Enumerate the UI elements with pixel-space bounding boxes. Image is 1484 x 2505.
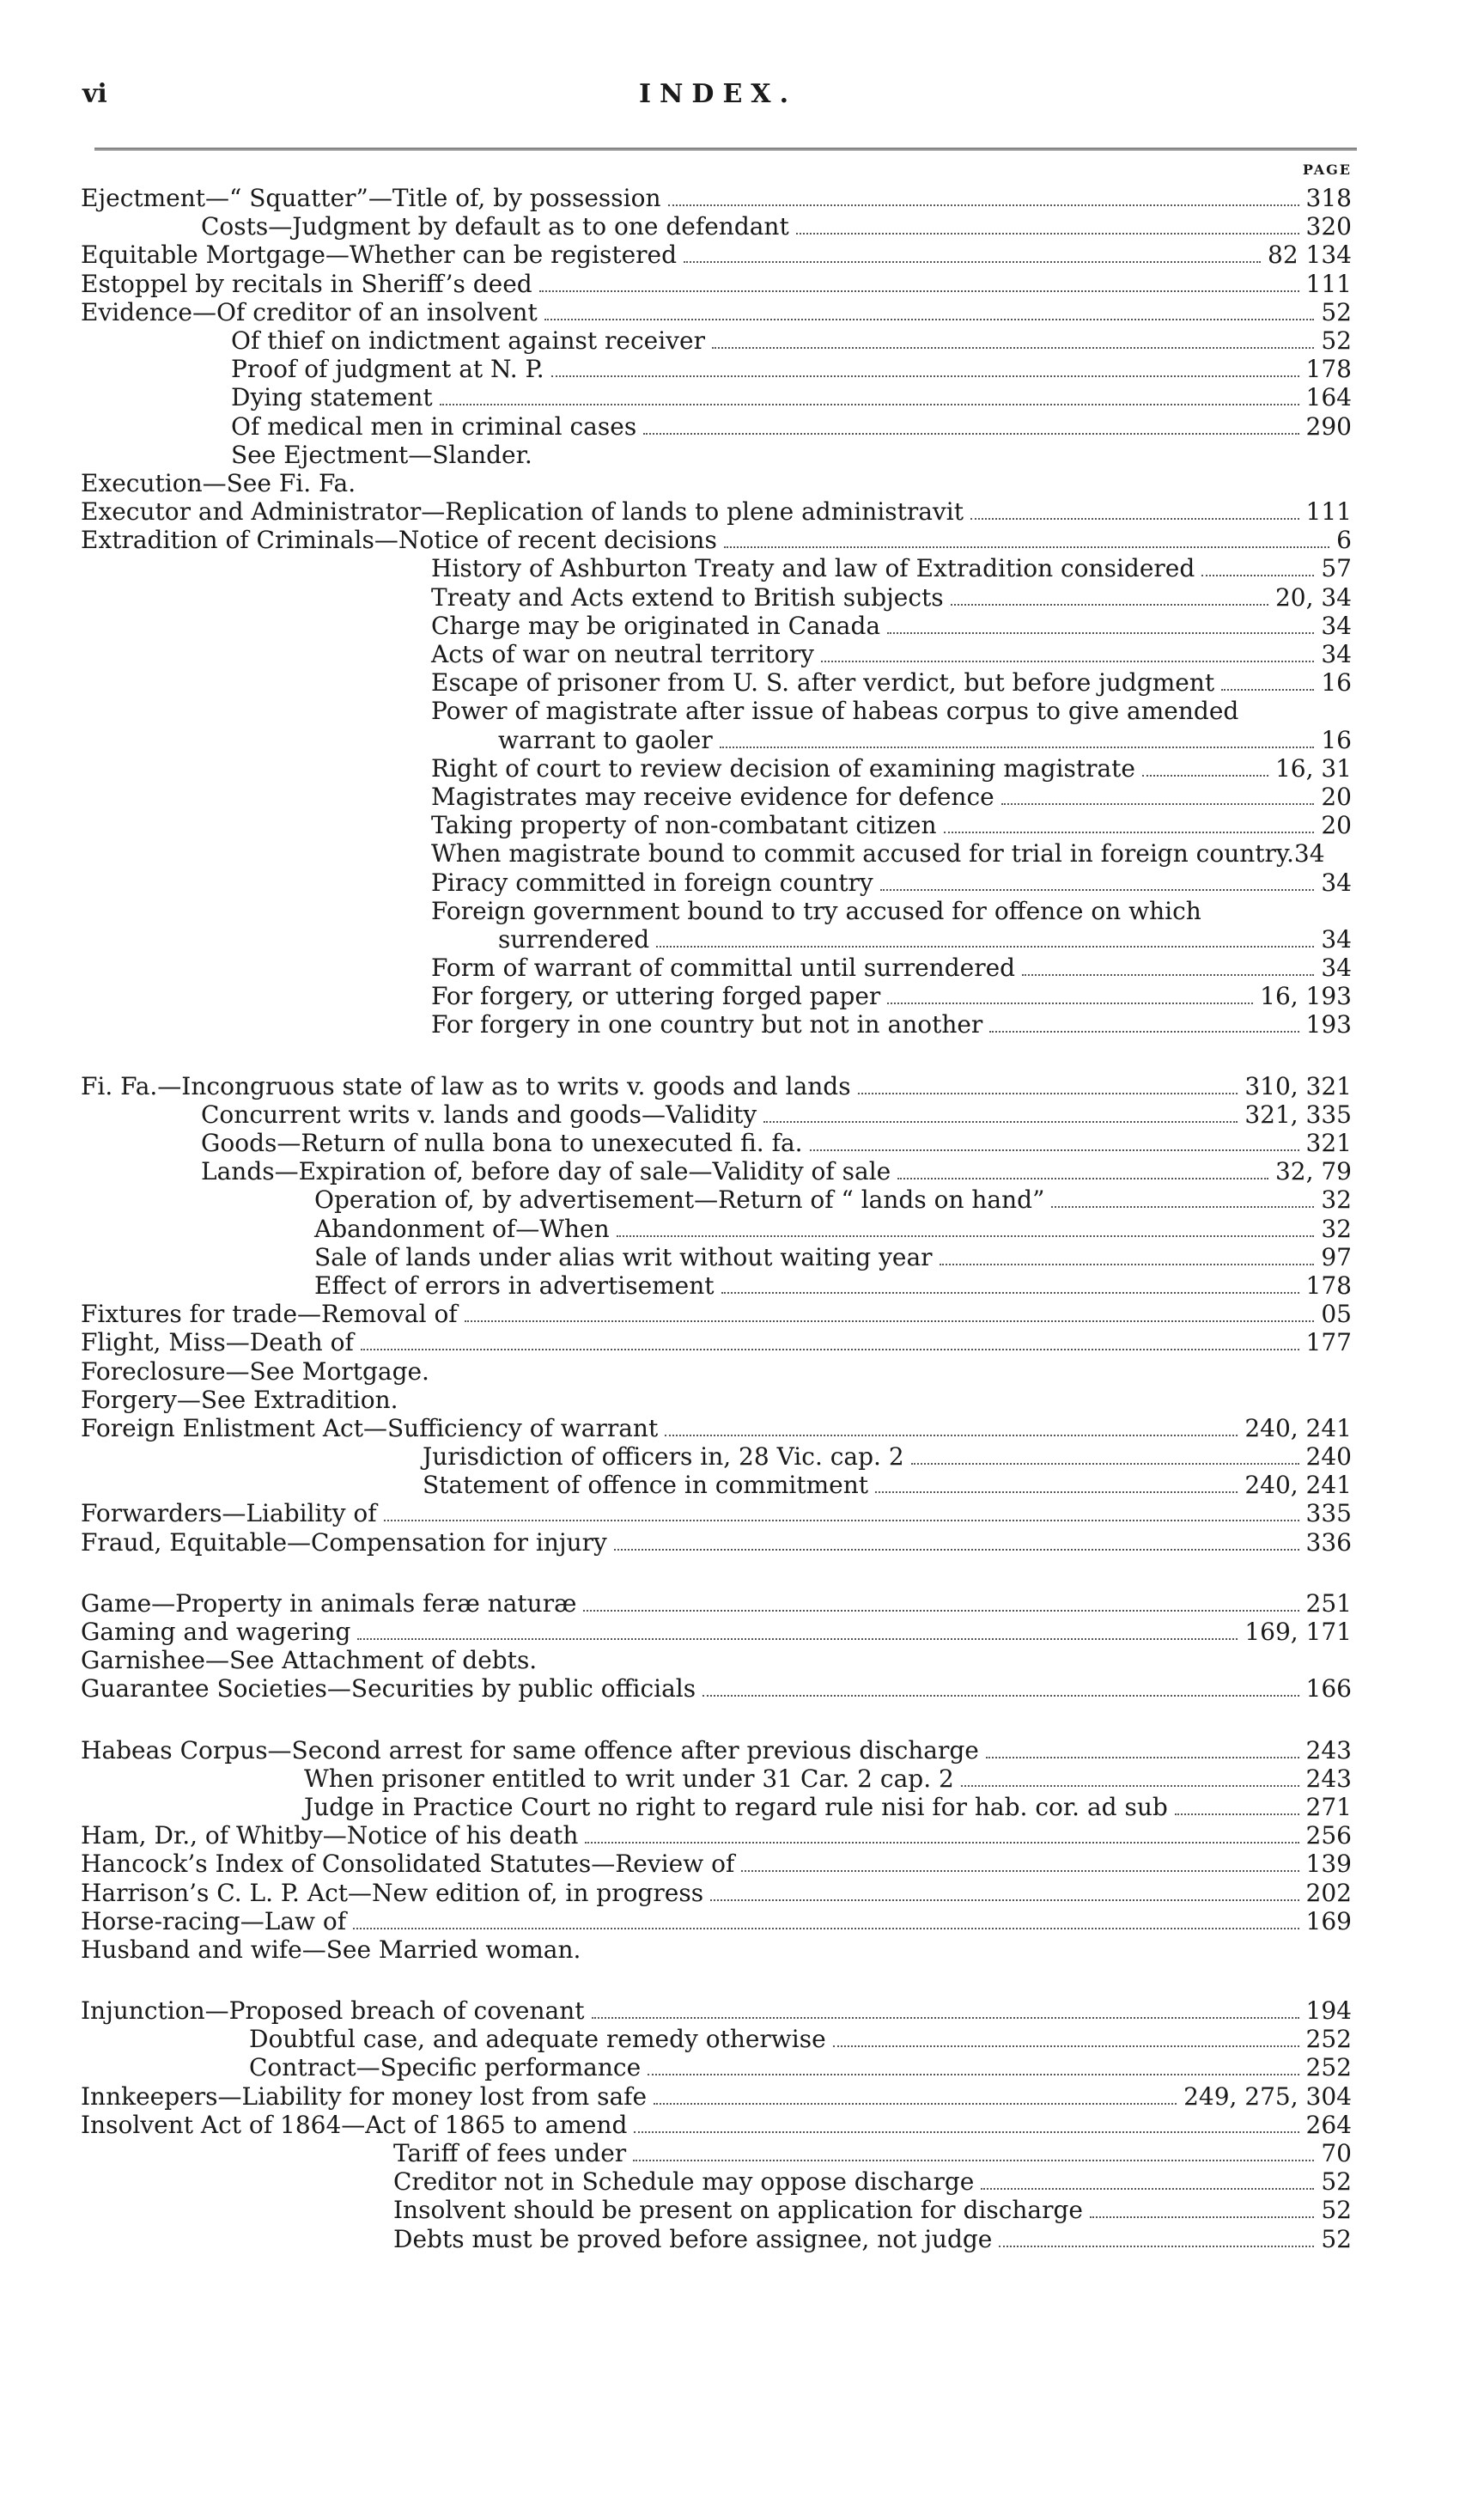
entry-page: 166 [1305,1674,1352,1704]
entry-page: 70 [1321,2139,1352,2167]
index-entry [81,2139,1352,2167]
entry-text: Judge in Practice Court no right to regard rule nisi for hab. cor. ad sub [304,1792,1168,1821]
entry-text: Lands—Expiration of, before day of sale—Validity of sale [201,1157,891,1186]
dot-leader [880,889,1315,891]
dot-leader [712,347,1314,349]
dot-leader [648,2074,1298,2075]
entry-page: 193 [1305,1010,1352,1039]
entry-page: 249, 275, 304 [1183,2081,1352,2111]
entry-text: Extradition of Criminals—Notice of recent decisions [81,526,717,555]
entry-page: 271 [1305,1792,1352,1821]
entry-page: 321, 335 [1244,1100,1352,1129]
entry-text: Innkeepers—Liability for money lost from safe [81,2081,648,2111]
entry-page: 20 [1321,811,1352,840]
index-entry [81,640,1352,668]
index-entry [81,925,1352,954]
entry-page: 52 [1321,326,1352,355]
entry-text: Foreign government bound to try accused for offence on which [431,896,1201,925]
index-entry [81,1907,1352,1935]
entry-text: Of medical men in criminal cases [231,411,637,441]
entry-text: Taking property of non-combatant citizen [431,811,937,840]
dot-leader [634,2131,1298,2133]
dot-leader [796,233,1299,235]
entry-page: 178 [1305,1271,1352,1300]
entry-text: warrant to gaoler [498,725,713,754]
entry-page: 16, 31 [1274,753,1352,783]
index-entry [81,2167,1352,2196]
index-entry [81,1646,1352,1674]
index-entry [81,839,1352,868]
entry-page: 32, 79 [1274,1157,1352,1186]
entry-page: 32 [1321,1214,1352,1243]
entry-text: Of thief on indictment against receiver [231,326,705,355]
index-entry [81,241,1352,269]
index-entry [81,726,1352,754]
entry-text: Abandonment of—When [314,1214,610,1243]
index-entry [81,1442,1352,1471]
dot-leader [1051,1206,1314,1208]
index-entry [81,668,1352,697]
entry-text: Garnishee—See Attachment of debts. [81,1646,538,1675]
entry-text: Habeas Corpus—Second arrest for same offence after previous discharge [81,1735,979,1764]
index-entry [81,1157,1352,1185]
index-entry [81,1528,1352,1557]
entry-page: 264 [1305,2110,1352,2139]
index-entry [81,783,1352,811]
entry-page: 240 [1305,1442,1352,1472]
index-entry [81,298,1352,326]
index-entry [81,697,1352,725]
index-entry [81,1589,1352,1618]
dot-leader [592,2017,1299,2019]
entry-page: 20 [1321,782,1352,811]
entry-page: 05 [1321,1300,1352,1329]
index-entry [81,2082,1352,2111]
entry-page: 6 [1336,526,1352,555]
entry-page: 16, 193 [1260,982,1352,1011]
entry-text: Doubtful case, and adequate remedy otherwise [249,2025,826,2054]
entry-text: History of Ashburton Treaty and law of Extradition considered [431,554,1195,583]
entry-page: 16 [1321,725,1352,754]
dot-leader [1090,2216,1314,2218]
dot-leader [940,1264,1315,1265]
entry-text: Creditor not in Schedule may oppose discharge [393,2167,975,2197]
entry-text: Statement of offence in commitment [423,1471,869,1500]
dot-leader [951,604,1268,606]
index-entry [81,1935,1352,1964]
dot-leader [944,832,1315,833]
dot-leader [720,747,1315,748]
entry-text: Foreclosure—See Mortgage. [81,1356,429,1386]
entry-page: 336 [1305,1527,1352,1557]
entry-text: Horse-racing—Law of [81,1906,347,1935]
index-entry [81,1129,1352,1157]
entry-page: 321 [1305,1129,1352,1157]
index-entry [81,1243,1352,1271]
index-entry [81,1010,1352,1039]
index-entry [81,212,1352,241]
index-entry [81,1879,1352,1907]
index-entry [81,1215,1352,1243]
dot-leader [833,2045,1299,2047]
index-entry [81,754,1352,783]
index-entry [81,1386,1352,1414]
index-entry [81,2225,1352,2253]
entry-text: Goods—Return of nulla bona to unexecuted fi. fa. [201,1129,803,1157]
entry-page: 310, 321 [1244,1071,1352,1100]
entry-text: Treaty and Acts extend to British subjects [431,582,944,612]
section-gap [81,1704,1352,1736]
entry-text: Execution—See Fi. Fa. [81,468,356,497]
entry-text: For forgery, or uttering forged paper [431,982,881,1011]
entry-text: Jurisdiction of officers in, 28 Vic. cap. 2 [423,1442,904,1472]
entry-page: 34 [1321,954,1352,983]
dot-leader [544,319,1315,320]
entry-page: 52 [1321,2196,1352,2225]
entry-text: Piracy committed in foreign country [431,868,873,897]
index-entry [81,811,1352,839]
dot-leader [539,290,1299,292]
dot-leader [989,1031,1298,1033]
entry-text: Costs—Judgment by default as to one defendant [201,212,789,241]
entry-page: 251 [1305,1588,1352,1618]
entry-text: Tariff of fees under [393,2139,627,2167]
index-entry [81,326,1352,355]
entry-page: 202 [1305,1878,1352,1907]
index-entry [81,1328,1352,1356]
entry-page: 97 [1321,1242,1352,1271]
entry-text: Ham, Dr., of Whitby—Notice of his death [81,1821,579,1850]
index-entry [81,1821,1352,1850]
entry-text: Forgery—See Extradition. [81,1385,398,1414]
dot-leader [633,2160,1314,2161]
index-entry [81,1271,1352,1300]
entry-page: 139 [1305,1850,1352,1879]
dot-leader [875,1491,1238,1493]
entry-text: Game—Property in animals feræ naturæ [81,1588,577,1618]
index-entry [81,982,1352,1010]
entry-page: 335 [1305,1499,1352,1528]
entry-page: 111 [1305,269,1352,298]
index-entry [81,469,1352,497]
entry-text: Debts must be proved before assignee, not judge [393,2224,993,2253]
entry-page: 52 [1321,297,1352,326]
index-entry [81,869,1352,897]
index-entry [81,954,1352,982]
dot-leader [721,1292,1299,1294]
entry-text: Dying statement [231,383,433,412]
index-entry [81,441,1352,469]
dot-leader [361,1349,1299,1350]
dot-leader [1221,689,1314,691]
entry-text: Foreign Enlistment Act—Sufficiency of warrant [81,1413,659,1442]
dot-leader [1001,803,1315,805]
dot-leader [710,1899,1298,1901]
index-entry [81,1996,1352,2025]
entry-text: When magistrate bound to commit accused for trial in foreign country. [431,839,1294,869]
dot-leader [887,1003,1253,1004]
entry-text: Acts of war on neutral territory [431,640,814,668]
entry-text: Gaming and wagering [81,1618,351,1646]
index-entry [81,1674,1352,1703]
page-header [82,79,1353,122]
entry-page: 290 [1305,411,1352,441]
dot-leader [1022,974,1314,976]
entry-page: 252 [1305,2025,1352,2054]
dot-leader [654,2103,1177,2105]
entry-text: Harrison’s C. L. P. Act—New edition of, in progress [81,1878,704,1907]
dot-leader [887,632,1314,634]
index-entry [81,1100,1352,1129]
dot-leader [970,518,1299,520]
dot-leader [1142,775,1268,777]
entry-text: Flight, Miss—Death of [81,1328,354,1357]
dot-leader [810,1149,1299,1151]
entry-page: 34 [1321,868,1352,897]
section-gap [81,1557,1352,1589]
entry-page: 169 [1305,1906,1352,1935]
index-entry [81,1793,1352,1821]
dot-leader [1175,1813,1299,1815]
entry-text: Husband and wife—See Married woman. [81,1935,581,1964]
dot-leader [999,2246,1314,2247]
dot-leader [440,404,1299,405]
entry-text: Equitable Mortgage—Whether can be registered [81,241,678,270]
dot-leader [551,375,1299,377]
dot-leader [583,1610,1298,1612]
entry-text: Power of magistrate after issue of habeas corpus to give amended [431,697,1239,726]
index-entry [81,1300,1352,1328]
entry-page: 240, 241 [1244,1471,1352,1500]
index-entry [81,1618,1352,1646]
index-entry [81,1736,1352,1764]
entry-text: Fi. Fa.—Incongruous state of law as to writs v. goods and lands [81,1071,851,1100]
section-gap [81,1039,1352,1072]
dot-leader [665,1435,1238,1436]
dot-leader [684,261,1261,263]
entry-page: 194 [1305,1996,1352,2026]
entry-text: Ejectment—“ Squatter”—Title of, by possession [81,184,661,212]
dot-leader [617,1235,1315,1237]
entry-text: Injunction—Proposed breach of covenant [81,1996,585,2026]
dot-leader [357,1638,1238,1640]
entry-page: 320 [1305,212,1352,241]
index-entry [81,270,1352,298]
entry-page: 82 134 [1268,241,1352,270]
header-rule [94,148,1357,150]
dot-leader [614,1549,1299,1551]
dot-leader [465,1320,1315,1322]
dot-leader [986,1757,1299,1758]
index-entry [81,1072,1352,1100]
entry-text: Form of warrant of committal until surrendered [431,954,1016,983]
entry-text: Guarantee Societies—Securities by public officials [81,1674,696,1704]
entry-page: 169, 171 [1244,1618,1352,1646]
entry-text: Right of court to review decision of examining magistrate [431,753,1135,783]
entry-page: 243 [1305,1735,1352,1764]
entry-page: 240, 241 [1244,1413,1352,1442]
index-entry [81,383,1352,411]
entry-text: Magistrates may receive evidence for defence [431,782,994,811]
entry-text: surrendered [498,924,650,954]
entry-page: 16 [1321,668,1352,698]
entry-text: Executor and Administrator—Replication of lands to plene administravit [81,497,964,527]
index-entry [81,526,1352,554]
entry-text: Escape of prisoner from U. S. after verdict, but before judgment [431,668,1215,698]
index-entry [81,497,1352,526]
entry-page: 34 [1321,611,1352,640]
entry-text: For forgery in one country but not in another [431,1010,983,1039]
index-entry [81,355,1352,383]
entry-text: Insolvent Act of 1864—Act of 1865 to amend [81,2110,628,2139]
index-entry [81,1499,1352,1527]
entry-page: 20, 34 [1274,582,1352,612]
index-entry [81,554,1352,582]
dot-leader [702,1695,1298,1697]
entry-page: 256 [1305,1821,1352,1850]
dot-leader [585,1842,1298,1844]
entry-page: 34 [1293,839,1325,869]
entry-page: 32 [1321,1185,1352,1215]
entry-text: Charge may be originated in Canada [431,611,881,640]
entry-text: Forwarders—Liability of [81,1499,377,1528]
entry-page: 243 [1305,1764,1352,1793]
index-entry [81,2111,1352,2139]
entry-page: 52 [1321,2167,1352,2197]
entry-page: 34 [1321,924,1352,954]
index-entry [81,1357,1352,1386]
entry-text: Fixtures for trade—Removal of [81,1300,458,1329]
entry-page: 177 [1305,1328,1352,1357]
index-entry [81,1850,1352,1878]
index-entry [81,612,1352,640]
page-number: vi [82,79,107,109]
entry-text: Contract—Specific performance [249,2053,642,2082]
dot-leader [656,946,1314,948]
entry-page: 111 [1305,497,1352,527]
index-entry [81,1764,1352,1793]
entry-text: Proof of judgment at N. P. [231,355,544,384]
index-entry [81,1471,1352,1499]
index-entry [81,1185,1352,1214]
entry-page: 34 [1321,640,1352,668]
index-entry [81,2025,1352,2053]
dot-leader [858,1093,1238,1094]
entry-text: Insolvent should be present on application for discharge [393,2196,1083,2225]
entry-text: When prisoner entitled to writ under 31 Car. 2 cap. 2 [304,1764,954,1793]
dot-leader [763,1121,1238,1123]
entry-text: Estoppel by recitals in Sheriff’s deed [81,269,532,298]
dot-leader [643,433,1298,435]
entry-text: Evidence—Of creditor of an insolvent [81,297,538,326]
page-column-heading: PAGE [1302,162,1352,178]
entry-page: 164 [1305,383,1352,412]
dot-leader [741,1870,1298,1872]
entry-text: Concurrent writs v. lands and goods—Validity [201,1100,757,1129]
index-entry [81,1414,1352,1442]
dot-leader [1201,575,1314,576]
dot-leader [384,1520,1299,1521]
index-entries [81,184,1352,2253]
entry-text: Hancock’s Index of Consolidated Statutes—Review of [81,1850,735,1879]
dot-leader [724,546,1329,548]
entry-text: Fraud, Equitable—Compensation for injury [81,1527,607,1557]
section-gap [81,1964,1352,1996]
dot-leader [911,1463,1299,1465]
index-entry [81,184,1352,212]
dot-leader [821,661,1314,662]
dot-leader [897,1178,1268,1179]
entry-text: Operation of, by advertisement—Return of “ lands on hand” [314,1185,1045,1215]
entry-text: See Ejectment—Slander. [231,440,532,469]
entry-page: 57 [1321,554,1352,583]
entry-page: 52 [1321,2224,1352,2253]
index-entry [81,2196,1352,2224]
dot-leader [961,1785,1299,1787]
dot-leader [668,204,1299,206]
index-entry [81,2053,1352,2081]
entry-page: 318 [1305,184,1352,212]
entry-text: Effect of errors in advertisement [314,1271,715,1300]
entry-text: Sale of lands under alias writ without waiting year [314,1242,933,1271]
dot-leader [981,2188,1314,2190]
index-entry [81,412,1352,441]
index-entry [81,897,1352,925]
index-entry [81,583,1352,612]
page-title: INDEX. [638,79,798,109]
entry-page: 178 [1305,355,1352,384]
dot-leader [353,1928,1298,1929]
entry-page: 252 [1305,2053,1352,2082]
